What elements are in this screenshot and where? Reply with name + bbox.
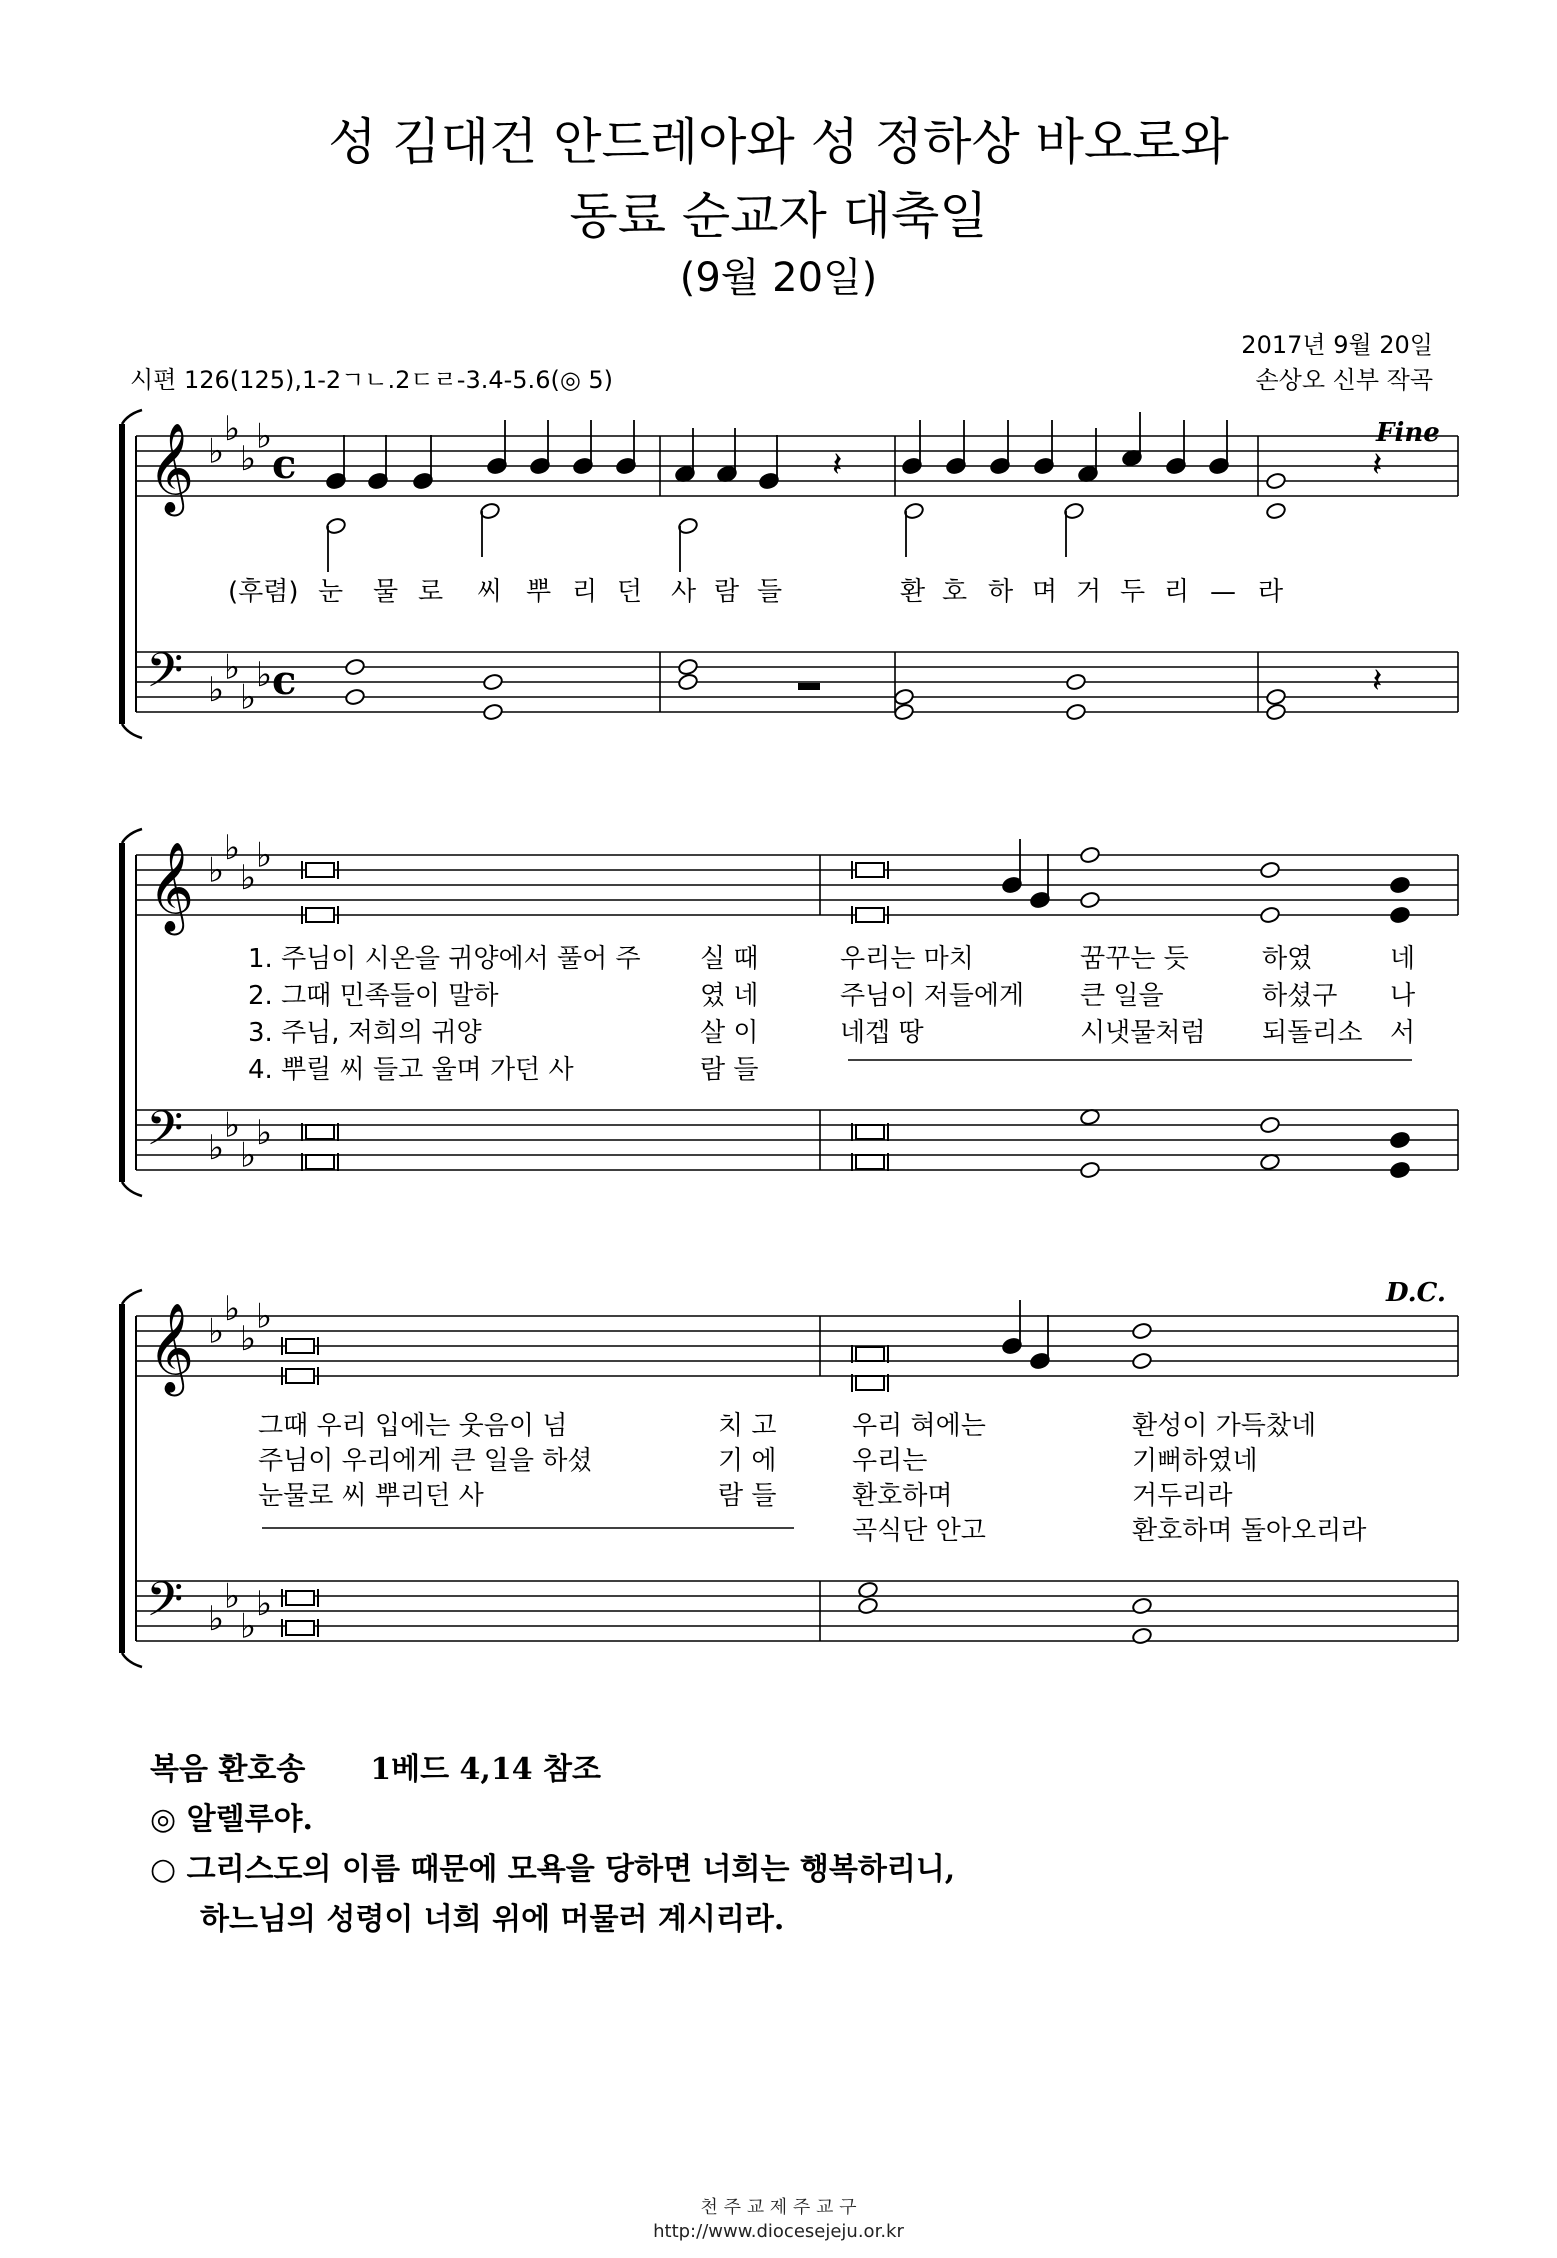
svg-text:♭: ♭ — [240, 1606, 257, 1647]
verse-a-text: 네겝 땅 — [840, 1018, 924, 1048]
svg-text:♭: ♭ — [224, 1576, 241, 1617]
verse-a-text: 람 들 — [700, 1055, 759, 1085]
refrain-syllable: 환 — [900, 577, 926, 607]
verse-a-text: 시냇물처럼 — [1080, 1018, 1206, 1048]
svg-text:♭: ♭ — [208, 1311, 225, 1352]
verse-b-text: 환호하며 — [852, 1481, 953, 1511]
psalm-reference: 시편 126(125),1-2ㄱㄴ.2ㄷㄹ-3.4-5.6(◎ 5) — [130, 366, 614, 394]
feast-date: (9월 20일) — [679, 255, 878, 301]
svg-text:♭: ♭ — [224, 1105, 241, 1146]
fine-mark: Fine — [1376, 418, 1440, 448]
verse-a-text: 3. 주님, 저희의 귀양 — [248, 1018, 482, 1048]
verse-a-text: 2. 그때 민족들이 말하 — [248, 981, 499, 1011]
dc-mark: D.C. — [1386, 1278, 1446, 1308]
svg-text:♭: ♭ — [208, 1128, 225, 1168]
verse-b-text: 람 들 — [718, 1481, 777, 1511]
verse-b-text: 환호하며 돌아오리라 — [1132, 1516, 1367, 1546]
svg-text:𝄽: 𝄽 — [1372, 445, 1383, 485]
refrain-syllable: 리 — [1164, 577, 1190, 607]
refrain-syllable: 로 — [418, 577, 444, 607]
svg-text:♭: ♭ — [208, 850, 225, 891]
verse-a-text: 되돌리소 — [1262, 1018, 1363, 1048]
refrain-syllable: 거 — [1076, 577, 1102, 607]
svg-text:𝄽: 𝄽 — [1372, 661, 1383, 701]
verse-a-text: 였 네 — [700, 981, 759, 1011]
svg-text:♭: ♭ — [240, 1135, 257, 1176]
gospel-reference: 1베드 4,14 참조 — [370, 1752, 602, 1787]
svg-text:𝄞: 𝄞 — [148, 423, 195, 513]
refrain-syllable: 리 — [572, 577, 598, 607]
verse-a-text: 나 — [1390, 981, 1416, 1011]
svg-text:c: c — [272, 657, 297, 704]
composer: 손상오 신부 작곡 — [1255, 366, 1433, 394]
svg-text:♭: ♭ — [256, 835, 273, 876]
svg-text:♭: ♭ — [240, 1319, 257, 1359]
alleluia: ◎ 알렐루야. — [150, 1802, 313, 1837]
svg-text:𝄽: 𝄽 — [832, 445, 843, 485]
refrain-syllable: 호 — [942, 577, 968, 607]
footer-url: http://www.diocesejeju.or.kr — [653, 2221, 904, 2242]
refrain-syllable: 사 — [671, 577, 697, 607]
svg-text:♭: ♭ — [240, 677, 257, 718]
svg-text:♭: ♭ — [224, 1289, 241, 1329]
verse-b-text: 주님이 우리에게 큰 일을 하셨 — [258, 1446, 593, 1476]
verse-b-text: 환성이 가득찼네 — [1132, 1411, 1317, 1441]
verse-b-text: 우리는 — [852, 1446, 928, 1476]
verse-a-text: 꿈꾸는 듯 — [1080, 944, 1189, 974]
svg-text:♭: ♭ — [224, 647, 241, 688]
svg-text:c: c — [272, 441, 297, 488]
verse-a-text: 실 때 — [700, 944, 759, 974]
refrain-syllable: 두 — [1120, 577, 1146, 607]
svg-text:𝄞: 𝄞 — [148, 1303, 195, 1393]
refrain-syllable: 람 — [714, 577, 740, 607]
verse-a-text: 하였 — [1262, 944, 1313, 974]
svg-text:𝄢: 𝄢 — [146, 1100, 184, 1168]
refrain-syllable: 뿌 — [526, 577, 552, 607]
composition-date: 2017년 9월 20일 — [1241, 331, 1433, 359]
refrain-syllable: 물 — [373, 577, 399, 607]
svg-text:𝄞: 𝄞 — [148, 842, 195, 932]
verse-b-text: 그때 우리 입에는 웃음이 넘 — [258, 1411, 568, 1441]
refrain-syllable: 하 — [988, 577, 1014, 607]
svg-text:𝄢: 𝄢 — [146, 1571, 184, 1639]
verse-b-text: 기 에 — [718, 1446, 777, 1476]
svg-text:♭: ♭ — [256, 1584, 273, 1624]
svg-text:♭: ♭ — [208, 431, 225, 472]
verse-a-text: 1. 주님이 시온을 귀양에서 풀어 주 — [248, 944, 641, 974]
refrain-syllable: 씨 — [477, 577, 503, 607]
verse-b-text: 기뻐하였네 — [1132, 1446, 1258, 1476]
svg-text:♭: ♭ — [208, 670, 225, 710]
svg-text:♭: ♭ — [256, 655, 273, 695]
gospel-heading-row — [150, 1750, 601, 1790]
svg-text:♭: ♭ — [256, 1296, 273, 1337]
page-title-line2: 동료 순교자 대축일 — [569, 187, 988, 245]
verse-b-text: 치 고 — [718, 1411, 777, 1441]
verse-a-text: 주님이 저들에게 — [840, 981, 1025, 1011]
verse-a-text: 큰 일을 — [1080, 981, 1164, 1011]
svg-text:♭: ♭ — [240, 439, 257, 479]
gospel-verse-2: 하느님의 성령이 너희 위에 머물러 계시리라. — [200, 1902, 785, 1937]
refrain-syllable: 던 — [617, 577, 643, 607]
svg-text:♭: ♭ — [256, 416, 273, 457]
refrain-syllable: — — [1210, 577, 1236, 607]
verse-a-text: 4. 뿌릴 씨 들고 울며 가던 사 — [248, 1055, 574, 1085]
verse-a-text: 서 — [1390, 1018, 1416, 1048]
svg-text:♭: ♭ — [240, 858, 257, 898]
refrain-syllable: 눈 — [318, 577, 344, 607]
verse-b-text: 거두리라 — [1132, 1481, 1233, 1511]
refrain-syllable: 라 — [1258, 577, 1284, 607]
verse-a-text: 하셨구 — [1262, 981, 1338, 1011]
page-title: 성 김대건 안드레아와 성 정하상 바오로와 — [328, 113, 1229, 171]
verse-a-text: 살 이 — [700, 1018, 759, 1048]
verse-b-text: 곡식단 안고 — [852, 1516, 986, 1546]
svg-text:♭: ♭ — [224, 409, 241, 449]
svg-text:♭: ♭ — [256, 1113, 273, 1153]
verse-a-text: 네 — [1390, 944, 1416, 974]
svg-text:♭: ♭ — [224, 828, 241, 868]
svg-text:♭: ♭ — [208, 1599, 225, 1639]
refrain-syllable: 며 — [1032, 577, 1058, 607]
refrain-syllable: 들 — [757, 577, 783, 607]
verse-b-text: 눈물로 씨 뿌리던 사 — [258, 1481, 484, 1511]
gospel-verse-1: ○ 그리스도의 이름 때문에 모욕을 당하면 너희는 행복하리니, — [150, 1852, 956, 1887]
gospel-heading: 복음 환호송 — [150, 1752, 306, 1787]
verse-a-text: 우리는 마치 — [840, 944, 974, 974]
refrain-label: (후렴) — [228, 577, 299, 607]
verse-b-text: 우리 혀에는 — [852, 1411, 986, 1441]
footer-org: 천 주 교 제 주 교 구 — [700, 2197, 857, 2218]
svg-text:𝄢: 𝄢 — [146, 642, 184, 710]
